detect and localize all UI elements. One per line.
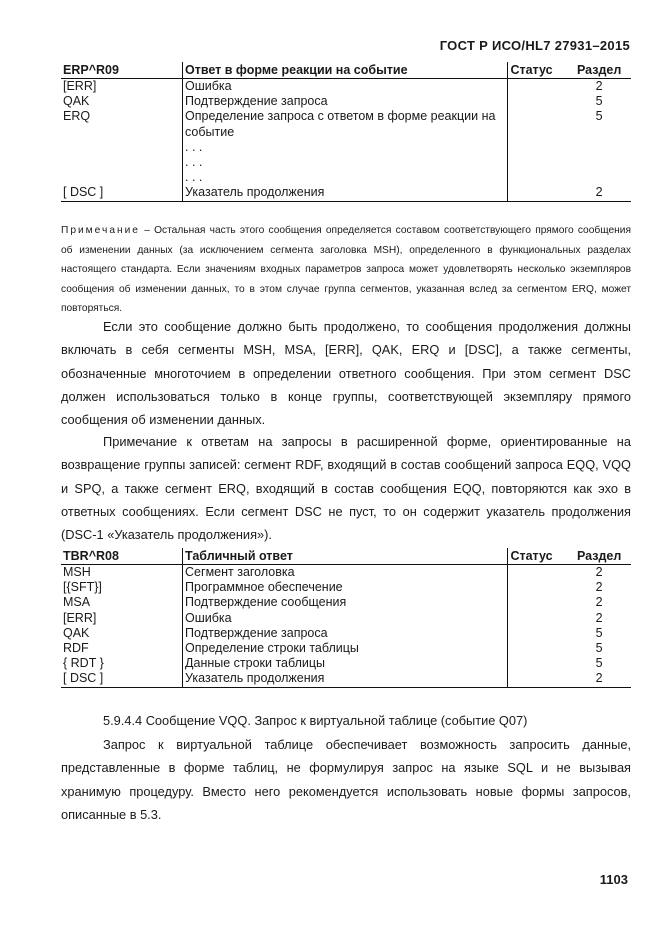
erp-r09-table bbox=[61, 62, 631, 202]
column-header: Раздел bbox=[567, 548, 631, 565]
table-row bbox=[61, 170, 631, 185]
segment-cell bbox=[61, 155, 183, 170]
status-cell bbox=[508, 656, 567, 671]
column-header: TBR^R08 bbox=[61, 548, 183, 565]
status-cell bbox=[508, 595, 567, 610]
description-cell: Данные строки таблицы bbox=[183, 656, 508, 671]
status-cell bbox=[508, 79, 567, 95]
description-cell: Определение строки таблицы bbox=[183, 641, 508, 656]
table-row bbox=[61, 140, 631, 155]
table-row bbox=[61, 656, 631, 671]
table-row bbox=[61, 94, 631, 109]
table-header-row bbox=[61, 62, 631, 79]
section-heading: 5.9.4.4 Сообщение VQQ. Запрос к виртуальной таблице (событие Q07) bbox=[103, 713, 528, 728]
status-cell bbox=[508, 140, 567, 155]
paragraph: Запрос к виртуальной таблице обеспечивает возможность запросить данные, представленные в форме таблиц, не формулируя запрос на языке SQL и не вызывая хранимую процедуру. Вместо него рекомендуется использовать новые формы запросов, описанные в 5.3. bbox=[61, 737, 631, 822]
description-cell: Подтверждение сообщения bbox=[183, 595, 508, 610]
status-cell bbox=[508, 671, 567, 687]
status-cell bbox=[508, 109, 567, 139]
section-cell: 5 bbox=[595, 656, 603, 671]
column-header: Табличный ответ bbox=[183, 548, 508, 565]
paragraph: Если это сообщение должно быть продолжено, то сообщения продолжения должны включать в себя сегменты MSH, MSA, [ERR], QAK, ERQ и [DSC], а также сегменты, обозначенные многоточием в определении ответного сообщения. При этом сегмент DSC должен использоваться только в конце группы, соответствующей экземпляру прямого сообщения об изменении данных. bbox=[61, 319, 631, 428]
section-cell: 5 bbox=[595, 94, 603, 109]
status-cell bbox=[508, 626, 567, 641]
section-cell: 2 bbox=[595, 610, 603, 625]
status-cell bbox=[508, 185, 567, 201]
section-cell bbox=[567, 155, 631, 170]
section-cell bbox=[567, 170, 631, 185]
section-cell: 5 bbox=[595, 109, 603, 124]
segment-cell bbox=[61, 140, 183, 155]
section-cell: 2 bbox=[567, 185, 631, 201]
description-cell: . . . bbox=[183, 140, 508, 155]
column-header: Раздел bbox=[567, 62, 631, 79]
table-row bbox=[61, 595, 631, 610]
segment-cell: QAK bbox=[63, 625, 90, 640]
segment-cell: [{SFT}] bbox=[63, 580, 102, 595]
table-row bbox=[61, 611, 631, 626]
document-header: ГОСТ Р ИСО/HL7 27931–2015 bbox=[439, 38, 630, 53]
description-cell: Программное обеспечение bbox=[183, 580, 508, 595]
status-cell bbox=[508, 641, 567, 656]
section-cell bbox=[567, 140, 631, 155]
status-cell bbox=[508, 155, 567, 170]
table-row bbox=[61, 671, 631, 687]
segment-cell: [ERR] bbox=[63, 79, 97, 93]
status-cell bbox=[508, 611, 567, 626]
section-cell: 2 bbox=[595, 565, 603, 579]
segment-cell bbox=[61, 170, 183, 185]
description-cell: Ошибка bbox=[183, 79, 508, 95]
tbr-r08-table bbox=[61, 548, 631, 688]
table-row bbox=[61, 641, 631, 656]
segment-cell: RDF bbox=[63, 641, 89, 656]
segment-cell: { RDT } bbox=[63, 656, 104, 671]
status-cell bbox=[508, 170, 567, 185]
table-body bbox=[61, 79, 631, 202]
status-cell bbox=[508, 94, 567, 109]
segment-cell: QAK bbox=[63, 94, 90, 109]
column-header: Статус bbox=[508, 62, 567, 79]
description-cell: Указатель продолжения bbox=[183, 185, 508, 201]
status-cell bbox=[508, 580, 567, 595]
page-number: 1103 bbox=[599, 872, 628, 887]
column-header: ERP^R09 bbox=[61, 62, 183, 79]
description-cell: Определение запроса с ответом в форме реакции на событие bbox=[183, 109, 508, 139]
description-cell: Подтверждение запроса bbox=[183, 94, 508, 109]
section-cell: 2 bbox=[595, 580, 603, 595]
table-row bbox=[61, 155, 631, 170]
segment-cell: MSA bbox=[63, 595, 91, 610]
table-row bbox=[61, 185, 631, 201]
column-header: Статус bbox=[508, 548, 567, 565]
description-cell: Указатель продолжения bbox=[183, 671, 508, 687]
segment-cell: [ DSC ] bbox=[61, 185, 183, 201]
paragraph: Примечание к ответам на запросы в расширенной форме, ориентированные на возвращение группы записей: сегмент RDF, входящий в состав сообщений запроса EQQ, VQQ и SPQ, а также сегмент ERQ, входящий в состав сообщения EQQ, повторяются как эхо в ответных сообщениях. Если сегмент DSC не пуст, то он содержит указатель продолжения (DSC-1 «Указатель продолжения»). bbox=[61, 434, 631, 543]
section-cell: 2 bbox=[595, 79, 603, 93]
segment-cell: ERQ bbox=[63, 109, 91, 124]
section-cell: 5 bbox=[595, 641, 603, 656]
note bbox=[61, 221, 631, 319]
note-text: – Остальная часть этого сообщения определяется составом соответствующего прямого сообщения об изменении данных (за исключением сегмента заголовка MSH), определенного в функциональных разделах настоящего стандарта. Если значениям входных параметров запроса может удовлетворять несколько экземпляров сообщения об изменении данных, то в этом случае группа сегментов, указанная вслед за сегментом ERQ, может повторяться. bbox=[61, 225, 631, 315]
description-cell: Подтверждение запроса bbox=[183, 626, 508, 641]
table-row bbox=[61, 580, 631, 595]
description-cell: . . . bbox=[183, 155, 508, 170]
description-cell: . . . bbox=[183, 170, 508, 185]
column-header: Ответ в форме реакции на событие bbox=[183, 62, 508, 79]
status-cell bbox=[508, 565, 567, 581]
segment-cell: MSH bbox=[63, 565, 91, 579]
table-row bbox=[61, 109, 631, 139]
segment-cell: [ERR] bbox=[63, 610, 97, 625]
note-label: Примечание bbox=[61, 225, 140, 236]
section-cell: 2 bbox=[595, 595, 603, 610]
description-cell: Сегмент заголовка bbox=[183, 565, 508, 581]
table-row bbox=[61, 565, 631, 581]
table-body bbox=[61, 565, 631, 688]
segment-cell: [ DSC ] bbox=[61, 671, 183, 687]
section-cell: 2 bbox=[567, 671, 631, 687]
section-cell: 5 bbox=[595, 625, 603, 640]
description-cell: Ошибка bbox=[183, 611, 508, 626]
table-row bbox=[61, 626, 631, 641]
table-header-row bbox=[61, 548, 631, 565]
table-row bbox=[61, 79, 631, 95]
